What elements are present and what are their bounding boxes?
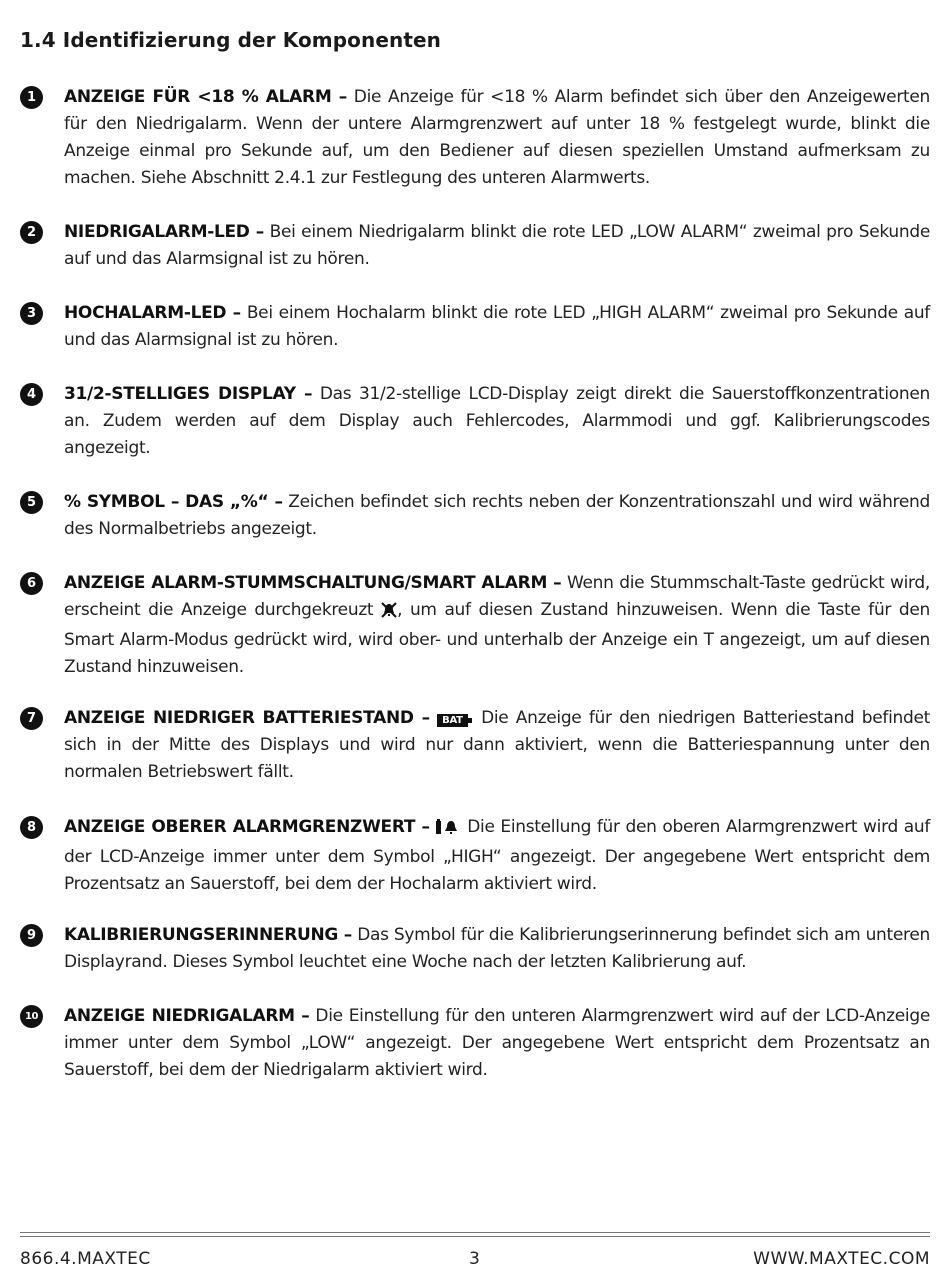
item-body: Die Einstellung für den oberen Alarmgrenzwert wird auf der LCD-Anzeige immer unter dem Symbol „HIGH“ angezeigt. Der angegebene Wert entspricht dem Prozentsatz an Sauerstoff, bei dem der Hochalarm aktiviert wird. [64,817,931,894]
item-number-badge: 10 [20,1005,43,1028]
footer-website: WWW.MAXTEC.COM [753,1249,930,1269]
item-text [64,381,930,462]
item-text [64,489,930,543]
item-number-badge: 2 [20,221,43,244]
item-number-badge: 4 [20,383,43,406]
page-number: 3 [469,1249,481,1269]
battery-icon: BAT [437,714,468,727]
item-text [64,570,930,681]
item-title: ANZEIGE NIEDRIGALARM – [64,1006,310,1026]
item-number-badge: 6 [20,572,43,595]
item-text [64,705,930,786]
item-body-a: Wenn die Stummschalt-Taste gedrückt wird, erscheint die Anzeige durchgekreuzt [64,573,930,620]
item-body: Bei einem Niedrigalarm blinkt die rote LED „LOW ALARM“ zweimal pro Sekunde auf und das Alarmsignal ist zu hören. [64,222,930,269]
item-body-b: , um auf diesen Zustand hinzuweisen. Wenn die Taste für den Smart Alarm-Modus gedrückt wird, wird ober- und unterhalb der Anzeige ein T angezeigt, um auf diesen Zustand hinzuweisen. [64,600,930,677]
item-body: Die Anzeige für den niedrigen Batteriestand befindet sich in der Mitte des Displays und wird nur dann aktiviert, wenn die Batteriespannung unter den normalen Betriebswert fällt. [64,708,930,782]
footer-phone: 866.4.MAXTEC [20,1249,151,1269]
item-body: Das 31/2-stellige LCD-Display zeigt direkt die Sauerstoffkonzentrationen an. Zudem werden auf dem Display auch Fehlercodes, Alarmmodi und ggf. Kalibrierungscodes angezeigt. [64,384,930,458]
footer-divider [20,1232,930,1233]
footer-divider [20,1236,930,1237]
item-body: Bei einem Hochalarm blinkt die rote LED „HIGH ALARM“ zweimal pro Sekunde auf und das Alarmsignal ist zu hören. [64,303,930,350]
item-number-badge: 7 [20,707,43,730]
section-heading: 1.4 Identifizierung der Komponenten [20,28,441,52]
item-text [64,922,930,976]
item-text [64,1003,930,1084]
high-alarm-icon [435,817,461,844]
muted-alarm-icon [381,600,397,627]
item-text [64,814,930,898]
item-title: ANZEIGE FÜR <18 % ALARM – [64,87,347,107]
item-number-badge: 3 [20,302,43,325]
item-text [64,84,930,192]
item-body: Die Anzeige für <18 % Alarm befindet sich über den Anzeigewerten für den Niedrigalarm. Wenn der untere Alarmgrenzwert auf unter 18 % festgelegt wurde, blinkt die Anzeige einmal pro Sekunde auf, um den Bediener auf diesen speziellen Umstand aufmerksam zu machen. Siehe Abschnitt 2.4.1 zur Festlegung des unteren Alarmwerts. [64,87,931,188]
item-body: Zeichen befindet sich rechts neben der Konzentrationszahl und wird während des Normalbetriebs angezeigt. [64,492,930,539]
item-title: ANZEIGE NIEDRIGER BATTERIESTAND – [64,708,430,728]
item-number-badge: 9 [20,924,43,947]
item-text [64,219,930,273]
item-title: ANZEIGE OBERER ALARMGRENZWERT – [64,817,430,837]
item-title: 31/2-STELLIGES DISPLAY – [64,384,313,404]
item-body: Das Symbol für die Kalibrierungserinnerung befindet sich am unteren Displayrand. Dieses Symbol leuchtet eine Woche nach der letzten Kalibrierung auf. [64,925,930,972]
item-number-badge: 8 [20,816,43,839]
item-title: KALIBRIERUNGSERINNERUNG – [64,925,353,945]
item-title: ANZEIGE ALARM-STUMMSCHALTUNG/SMART ALARM – [64,573,562,593]
item-number-badge: 5 [20,491,43,514]
item-title: % SYMBOL – DAS „%“ – [64,492,283,512]
item-text [64,300,930,354]
item-body: Die Einstellung für den unteren Alarmgrenzwert wird auf der LCD-Anzeige immer unter dem Symbol „LOW“ angezeigt. Der angegebene Wert entspricht dem Prozentsatz an Sauerstoff, bei dem der Niedrigalarm aktiviert wird. [64,1006,930,1080]
item-number-badge: 1 [20,86,43,109]
item-title: HOCHALARM-LED – [64,303,241,323]
item-title: NIEDRIGALARM-LED – [64,222,264,242]
